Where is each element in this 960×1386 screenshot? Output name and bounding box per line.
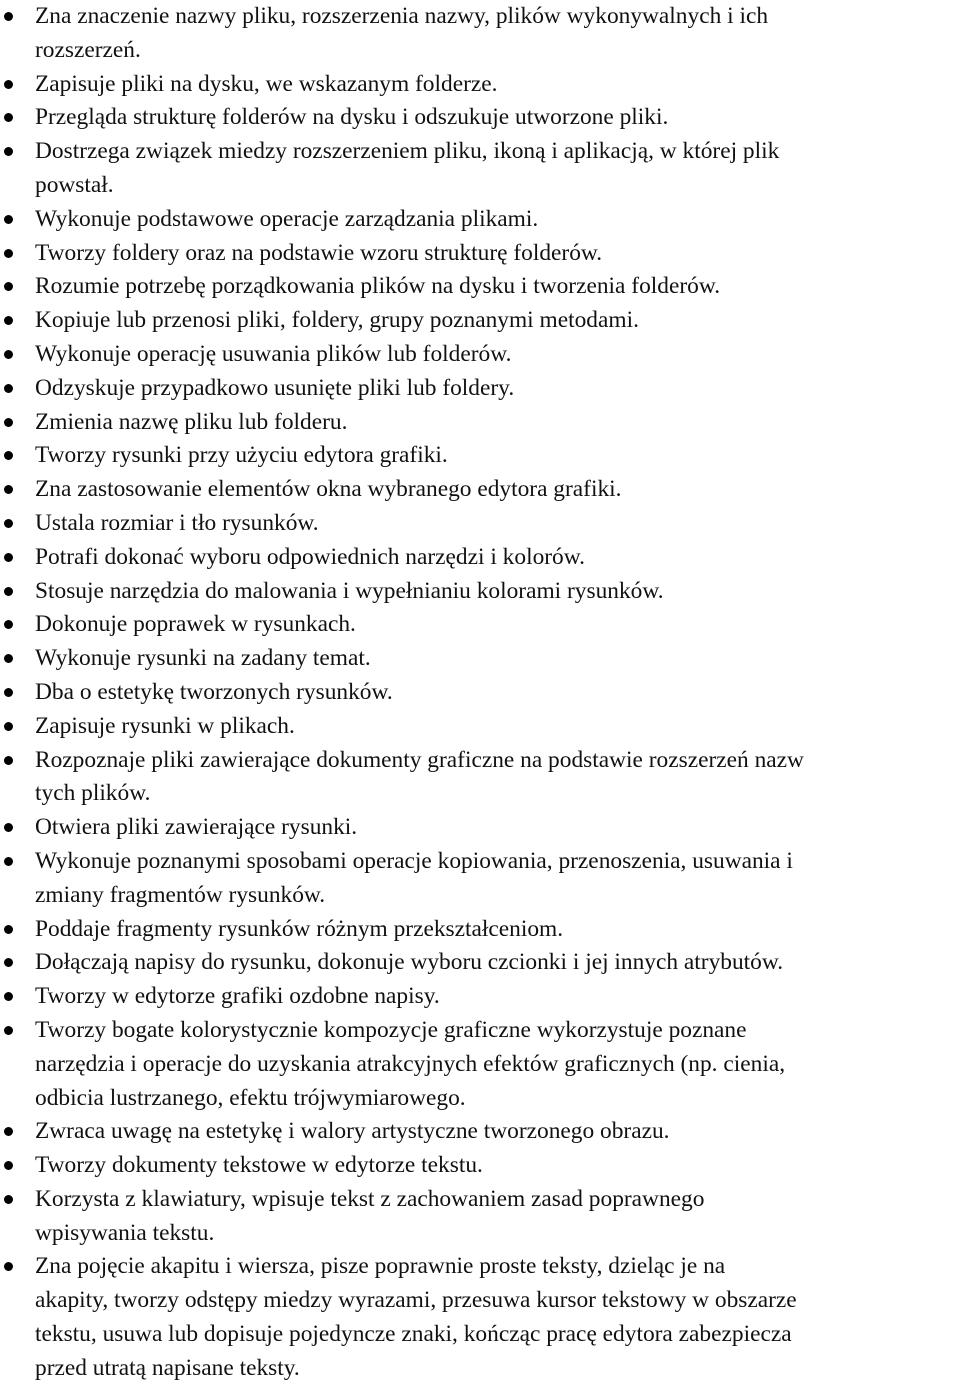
list-item xyxy=(0,710,960,744)
bullet-icon xyxy=(4,553,13,562)
list-item-line: Otwiera pliki zawierające rysunki. xyxy=(35,814,358,841)
list-item-line: powstał. xyxy=(35,171,114,198)
list-item xyxy=(0,1014,960,1115)
bullet-icon xyxy=(4,688,13,697)
bullet-icon xyxy=(4,249,13,258)
list-item-line: akapity, tworzy odstępy miedzy wyrazami, przesuwa kursor tekstowy w obszarze xyxy=(35,1287,797,1314)
bullet-icon xyxy=(4,80,13,89)
list-item xyxy=(0,0,960,68)
list-item-line: Wykonuje podstawowe operacje zarządzania plikami. xyxy=(35,205,539,232)
list-item-line: Dokonuje poprawek w rysunkach. xyxy=(35,611,356,638)
list-item-line: rozszerzeń. xyxy=(35,36,141,63)
list-item-line: Zna pojęcie akapitu i wiersza, pisze poprawnie proste teksty, dzieląc je na xyxy=(35,1253,726,1280)
bullet-icon xyxy=(4,925,13,934)
list-item-line: przed utratą napisane teksty. xyxy=(35,1354,300,1381)
bullet-icon xyxy=(4,1161,13,1170)
list-item-line: narzędzia i operacje do uzyskania atrakcyjnych efektów graficznych (np. cienia, xyxy=(35,1050,786,1077)
list-item xyxy=(0,744,960,812)
list-item xyxy=(0,642,960,676)
bullet-icon xyxy=(4,823,13,832)
list-item-line: Wykonuje rysunki na zadany temat. xyxy=(35,645,371,672)
list-item-line: odbicia lustrzanego, efektu trójwymiarowego. xyxy=(35,1084,466,1111)
list-item-line: Dba o estetykę tworzonych rysunków. xyxy=(35,678,393,705)
bullet-icon xyxy=(4,992,13,1001)
bullet-icon xyxy=(4,282,13,291)
list-item-line: Dostrzega związek miedzy rozszerzeniem pliku, ikoną i aplikacją, w której plik xyxy=(35,138,780,165)
list-item xyxy=(0,406,960,440)
list-item-line: Tworzy bogate kolorystycznie kompozycje graficzne wykorzystuje poznane xyxy=(35,1016,747,1043)
bullet-icon xyxy=(4,418,13,427)
list-item xyxy=(0,1183,960,1251)
list-item-line: Tworzy foldery oraz na podstawie wzoru strukturę folderów. xyxy=(35,239,603,266)
bullet-icon xyxy=(4,316,13,325)
list-item-line: Rozpoznaje pliki zawierające dokumenty graficzne na podstawie rozszerzeń nazw xyxy=(35,746,804,773)
bullet-icon xyxy=(4,1262,13,1271)
list-item xyxy=(0,68,960,102)
list-item-line: Przegląda strukturę folderów na dysku i odszukuje utworzone pliki. xyxy=(35,104,669,131)
list-item xyxy=(0,913,960,947)
list-item-line: tych plików. xyxy=(35,780,151,807)
list-item xyxy=(0,946,960,980)
list-item xyxy=(0,575,960,609)
list-item-line: Rozumie potrzebę porządkowania plików na dysku i tworzenia folderów. xyxy=(35,273,721,300)
list-item-line: Ustala rozmiar i tło rysunków. xyxy=(35,509,319,536)
list-item-line: Potrafi dokonać wyboru odpowiednich narzędzi i kolorów. xyxy=(35,543,585,570)
list-item xyxy=(0,608,960,642)
list-item-line: Zapisuje pliki na dysku, we wskazanym folderze. xyxy=(35,70,498,97)
list-item-line: Zapisuje rysunki w plikach. xyxy=(35,712,295,739)
bullet-icon xyxy=(4,215,13,224)
list-item-line: Wykonuje poznanymi sposobami operacje kopiowania, przenoszenia, usuwania i xyxy=(35,847,793,874)
list-item xyxy=(0,507,960,541)
bullet-icon xyxy=(4,1127,13,1136)
list-item-line: Odzyskuje przypadkowo usunięte pliki lub foldery. xyxy=(35,374,515,401)
bullet-icon xyxy=(4,147,13,156)
list-item xyxy=(0,980,960,1014)
list-item xyxy=(0,135,960,203)
list-item xyxy=(0,101,960,135)
list-item xyxy=(0,304,960,338)
bullet-icon xyxy=(4,1195,13,1204)
list-item xyxy=(0,811,960,845)
bullet-icon xyxy=(4,1026,13,1035)
list-item xyxy=(0,270,960,304)
bullet-icon xyxy=(4,519,13,528)
list-item-line: zmiany fragmentów rysunków. xyxy=(35,881,326,908)
list-item-line: wpisywania tekstu. xyxy=(35,1219,215,1246)
list-item xyxy=(0,1149,960,1183)
list-item xyxy=(0,1115,960,1149)
list-item xyxy=(0,237,960,271)
list-item-line: Tworzy dokumenty tekstowe w edytorze tekstu. xyxy=(35,1152,483,1179)
bullet-icon xyxy=(4,620,13,629)
bullet-icon xyxy=(4,587,13,596)
list-item-line: Wykonuje operację usuwania plików lub folderów. xyxy=(35,340,512,367)
bullet-icon xyxy=(4,654,13,663)
list-item-line: tekstu, usuwa lub dopisuje pojedyncze znaki, kończąc pracę edytora zabezpiecza xyxy=(35,1321,792,1348)
bullet-icon xyxy=(4,12,13,21)
bullet-icon xyxy=(4,722,13,731)
list-item-line: Kopiuje lub przenosi pliki, foldery, grupy poznanymi metodami. xyxy=(35,307,639,334)
list-item-line: Zna zastosowanie elementów okna wybranego edytora grafiki. xyxy=(35,476,622,503)
bullet-icon xyxy=(4,857,13,866)
list-item-line: Tworzy rysunki przy użyciu edytora grafiki. xyxy=(35,442,448,469)
bullet-icon xyxy=(4,113,13,122)
list-item xyxy=(0,203,960,237)
list-item xyxy=(0,676,960,710)
list-item xyxy=(0,845,960,913)
list-item xyxy=(0,1250,960,1385)
bullet-icon xyxy=(4,756,13,765)
list-item-line: Dołączają napisy do rysunku, dokonuje wyboru czcionki i jej innych atrybutów. xyxy=(35,949,784,976)
list-item xyxy=(0,439,960,473)
list-item xyxy=(0,541,960,575)
list-item xyxy=(0,372,960,406)
bullet-icon xyxy=(4,384,13,393)
list-item-line: Korzysta z klawiatury, wpisuje tekst z zachowaniem zasad poprawnego xyxy=(35,1185,705,1212)
bullet-icon xyxy=(4,451,13,460)
bullet-icon xyxy=(4,485,13,494)
list-item-line: Stosuje narzędzia do malowania i wypełnianiu kolorami rysunków. xyxy=(35,577,664,604)
list-item-line: Zna znaczenie nazwy pliku, rozszerzenia nazwy, plików wykonywalnych i ich xyxy=(35,3,769,29)
list-item-line: Zmienia nazwę pliku lub folderu. xyxy=(35,408,348,435)
list-item xyxy=(0,338,960,372)
list-item-line: Zwraca uwagę na estetykę i walory artystyczne tworzonego obrazu. xyxy=(35,1118,670,1145)
list-item-line: Poddaje fragmenty rysunków różnym przekształceniom. xyxy=(35,915,564,942)
list-item-line: Tworzy w edytorze grafiki ozdobne napisy. xyxy=(35,983,440,1010)
list-item xyxy=(0,473,960,507)
bullet-icon xyxy=(4,350,13,359)
bullet-icon xyxy=(4,958,13,967)
